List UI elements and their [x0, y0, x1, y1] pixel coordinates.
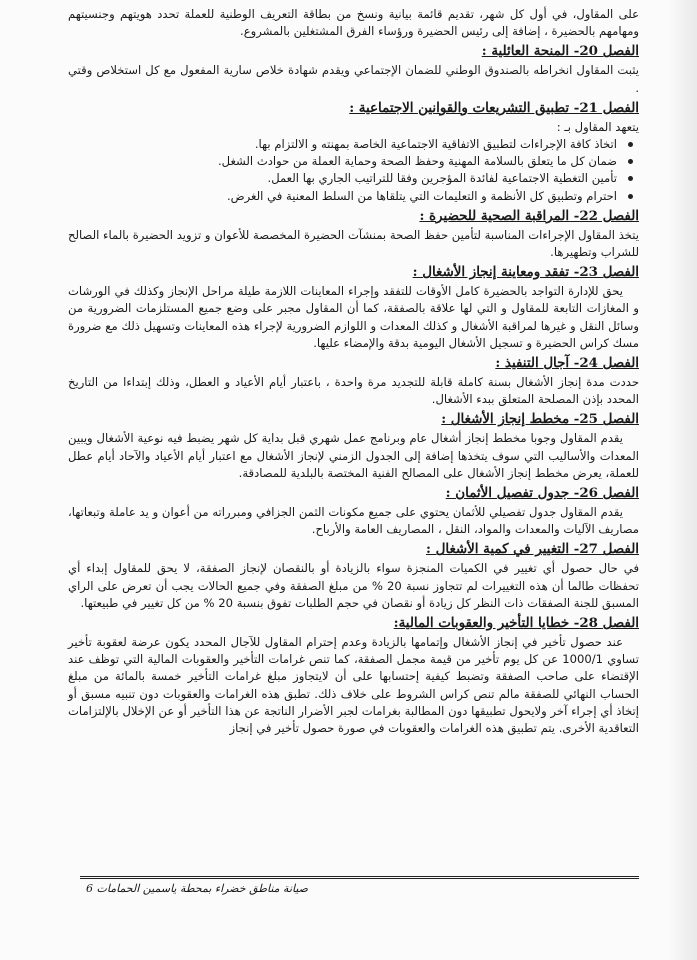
- list-item: اتخاذ كافة الإجراءات لتطبيق الاتفاقية الاجتماعية الخاصة بمهنته و الالتزام بها.: [68, 136, 617, 153]
- section-27-title: الفصل 27- التغيير في كمية الأشغال :: [426, 541, 639, 558]
- footer-divider: [80, 876, 639, 879]
- section-22-text: يتخذ المقاول الإجراءات المناسبة لتأمين حفظ الصحة بمنشآت الحضيرة المخصصة للأعوان و تزويد الحضيرة بالماء الصالح للشراب وتطهيرها.: [68, 227, 639, 260]
- section-21-title: الفصل 21- تطبيق التشريعات والقوانين الاجتماعية :: [349, 99, 639, 116]
- list-item: تأمين التغطية الاجتماعية لفائدة المؤجرين وفقا للتراتيب الجاري بها العمل.: [68, 170, 617, 187]
- page-footer: صيانة مناطق خضراء بمحطة ياسمين الحمامات 6: [86, 882, 309, 895]
- section-20-text: يثبت المقاول انخراطه بالصندوق الوطني للضمان الإجتماعي ويقدم شهادة خلاص سارية المفعول مع كل استخلاص وقتي .: [68, 63, 639, 95]
- document-body: [68, 6, 639, 737]
- section-27-text: في حال حصول أي تغيير في الكميات المنجزة سواء بالزيادة أو بالنقصان لإنجاز الصفقة، لا يحق للمقاول إبداء أي تحفظات طالما أن هذه التغييرات لم تتجاوز نسبة 20 % من مبلغ الصفقة وفي جميع الحالات يجب أن تعرض على الراي المسبق للجنة الصفقات ذات النظر كل زيادة أو نقصان في حجم الطلبات تفوق بنسبة 20 % من كل تغيير في طبيعتها.: [68, 561, 639, 610]
- section-21-lead: يتعهد المقاول بـ :: [556, 119, 639, 134]
- binder-margin: [667, 0, 697, 960]
- intro-paragraph: على المقاول، في أول كل شهر، تقديم قائمة بيانية ونسخ من بطاقة التعريف الوطنية للعملة تحدد هويتهم وجنسيتهم ومهامهم بالحضيرة ، إضافة إلى رئيس الحضيرة ورؤساء الفرق المشتغلين بالمشروع.: [68, 7, 639, 39]
- list-item: ضمان كل ما يتعلق بالسلامة المهنية وحفظ الصحة وحماية العملة من حوادث الشغل.: [68, 153, 617, 170]
- section-22-title: الفصل 22- المراقبة الصحية للحضيرة :: [419, 207, 639, 224]
- section-24-text: حددت مدة إنجاز الأشغال بسنة كاملة قابلة للتجديد مرة واحدة ، باعتبار أيام الأعياد و العطل، وذلك إبتداءا من التاريخ المحدد بإذن المصلحة المتعلق ببدء الأشغال.: [68, 375, 639, 407]
- section-26-title: الفصل 26- جدول تفصيل الأثمان :: [445, 485, 639, 502]
- section-28-title: الفصل 28- خطايا التأخير والعقوبات المالية:: [393, 615, 639, 632]
- section-23-text: يحق للإدارة التواجد بالحضيرة كامل الأوقات للتفقد وإجراء المعاينات اللازمة طيلة مراحل الإنجاز وكذلك في الورشات و المغازات التابعة للمقاول و التي لها علاقة بالصفقة، كما أن المقاول مجبر على وضع جميع المستلزمات الضرورية من وسائل النقل و غيرها لمراقبة الأشغال و كذلك المعدات و اللوازم الضرورية لإجراء هذه المعاينات وتسهيل ذلك مع ضرورة مسك كراس الحضيرة و تسجيل الأشغال اليومية بدقة والإمضاء عليها.: [68, 284, 639, 350]
- section-24-title: الفصل 24- آجال التنفيذ :: [495, 355, 639, 372]
- section-20-title: الفصل 20- المنحة العائلية :: [481, 43, 639, 60]
- section-25-text: يقدم المقاول وجوبا مخطط إنجاز أشغال عام وبرنامج عمل شهري قبل بداية كل شهر يضبط فيه نوعية الأشغال ويبين المعدات والأساليب التي سوف يتخذها إضافة إلى الجدول الزمني لإنجاز الأشغال مع اعتبار أيام الأعياد والآحاد أيام عطل للعملة، يعرض مخطط إنجاز الأشغال على المصالح الفنية المختصة بالبلدية للمصادقة.: [68, 431, 639, 480]
- section-21-list: [68, 136, 639, 205]
- list-item: احترام وتطبيق كل الأنظمة و التعليمات التي يتلقاها من السلط المعنية في الغرض.: [68, 188, 617, 205]
- section-28-text: عند حصول تأخير في إنجاز الأشغال وإتمامها بالزيادة وعدم إحترام المقاول للآجال المحدد يكون عرضة لعقوبة تأخير تساوي 1000/1 عن كل يوم تأخير من قيمة مجمل الصفقة، كما تنص غرامات التأخير والعقوبات المالية التي توظف عند الإقتضاء على صاحب الصفقة وتضبط كيفية إحتسابها على أن لايتجاوز مبلغ غرامات التأخير خمسة بالمائة من مبلغ الحساب النهائي للصفقة مالم تنص كراس الشروط على خلاف ذلك. تطبق هذه الغرامات والعقوبات دون تنبيه مسبق أو إتخاذ أي إجراء آخر ولايحول تطبيقها دون المطالبة بغرامات لجبر الأضرار الناتجة عن هذا التأخير أو عن الإخلال بالإلتزامات التعاقدية الأخرى. يتم تطبيق هذه الغرامات والعقوبات في صورة حصول تأخير في إنجاز: [68, 635, 639, 736]
- section-25-title: الفصل 25- مخطط إنجاز الأشغال :: [441, 411, 639, 428]
- section-23-title: الفصل 23- تفقد ومعاينة إنجاز الأشغال :: [412, 264, 639, 281]
- section-26-text: يقدم المقاول جدول تفصيلي للأثمان يحتوي على جميع مكونات الثمن الجزافي ومبرراته من أعوان و يد عاملة وتبعاتها، مصاريف الآليات والمعدات والمواد، النقل ، المصاريف العامة والأرباح.: [68, 505, 639, 537]
